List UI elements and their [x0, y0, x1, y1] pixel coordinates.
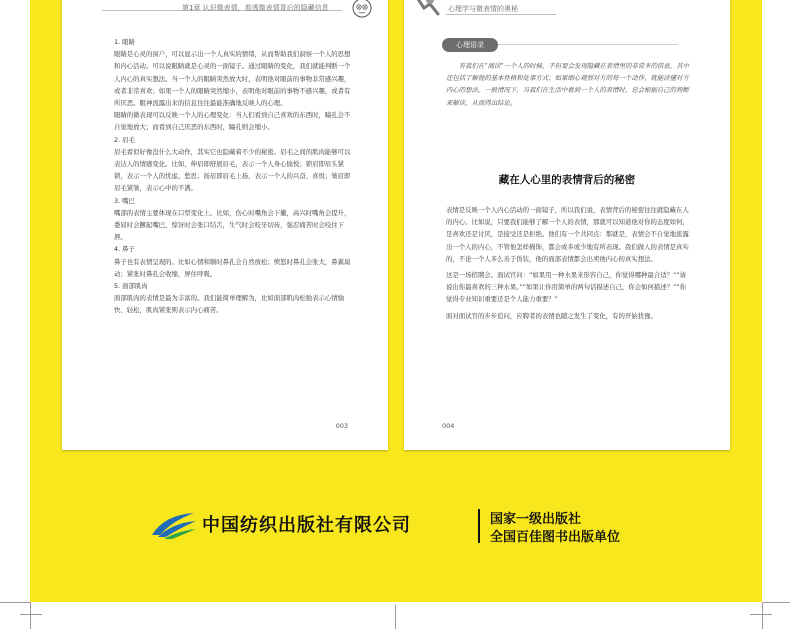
page-number: 004: [442, 422, 455, 430]
publisher-tagline-2: 全国百佳图书出版单位: [490, 530, 621, 545]
page-number: 003: [335, 422, 348, 430]
hand-icon: [412, 0, 442, 18]
crop-mark: [762, 602, 763, 629]
face-icon: [350, 0, 374, 20]
right-page: [404, 0, 730, 450]
section-subheading: 2. 眉毛: [114, 135, 135, 144]
article-title: 藏在人心里的表情背后的秘密: [498, 174, 636, 186]
right-page-body: [446, 204, 690, 412]
crop-mark: [30, 602, 31, 629]
publisher-name: 中国纺织出版社有限公司: [202, 515, 411, 536]
crop-mark: [750, 614, 772, 615]
body-paragraph: 嘴部的表情主要体现在口型变化上。比如，伤心时嘴角会下撇，高兴时嘴角会提升，委屈时会撅起嘴巴，惊讶时会张口结舌，生气时会咬牙切齿，强忍痛苦时会咬住下唇。: [114, 208, 351, 242]
body-paragraph: 这是一场招聘会。面试官问：“如果用一种水果来形容自己，你觉得哪种最合适？”“请说出你最喜欢的三种水果。”“如果让你用简单的两句话描述自己，你会如何描述？”“你觉得专业知识重要还是个人能力重要？”: [446, 271, 687, 304]
right-page-header: 心理学与微表情的奥秘: [448, 5, 518, 13]
section-subheading: 4. 鼻子: [114, 245, 135, 254]
body-paragraph: 眉毛看似好像没什么大动作，其实它也隐藏着不少的秘密。眉毛之间的肌肉能够可以表达人的情感变化。比如，伸眉即舒展眉毛，表示一个人身心愉悦；锁眉即眉头紧锁，表示一个人的忧虑、愁思；扬眉即眉毛上扬，表示一个人的兴奋、喜悦；皱眉即眉毛紧皱，表示心中的不满。: [114, 147, 351, 193]
quote-text: 有我们在“阅读”一个人的时候，不但要会发现隐藏在表情里的非常多的信息，其中还包括了解他的基本性格和处事方式；如果细心观察对方的每一个动作，就能读懂对方内心的想法。一般情况下，当我们在生活中看到一个人的表情时，总会根据自己的判断来解读，从而得出结论。: [446, 62, 690, 107]
body-paragraph: 眼睛是心灵的窗户，可以显示出一个人真实的情绪，从而帮助我们洞察一个人的思想和内心活动。可以说眼睛就是心灵的一面镜子。通过眼睛的变化，我们就能判断一个人内心的真实想法。当一个人的眼睛突然放大时，表明他对眼前的事物非常感兴趣，或者非常喜欢；如果一个人的眼睛突然缩小，表明他对眼前的事物不感兴趣，或者有所厌恶。眼神流露出来的信息往往最能准确地反映人的心理。: [114, 50, 351, 108]
crop-mark: [20, 614, 42, 615]
publisher-tagline-1: 国家一级出版社: [490, 512, 582, 527]
section-subheading: 1. 眼睛: [114, 38, 135, 46]
quote-badge: 心理语录: [442, 38, 498, 52]
publisher-footer: [150, 505, 650, 545]
crop-mark: [763, 602, 790, 603]
left-page: [62, 0, 388, 450]
body-paragraph: 表情是反映一个人内心活动的一面镜子，所以我们说，表情背后的秘密往往就隐藏在人的内心。比如说，只要我们能够了解一个人的表情，那就可以知道他对你的态度如何，是喜欢还是讨厌，是接受还是拒绝。他们有一个共同点：那就是，表情会不自觉地流露出一个人的内心，不管他怎样掩饰，都会或多或少地有所表现。我们做人的表情是真实的，不论一个人多么善于伪装，他的面部表情都会出卖他内心的真实想法。: [446, 206, 689, 263]
header-rule: [446, 14, 556, 15]
body-paragraph: 鼻子也有表情呈现的。比如心情和顺时鼻孔会自然放松；愤怒时鼻孔会张大，鼻翼扇动；紧张时鼻孔会收缩，屏住呼吸。: [114, 257, 351, 278]
body-paragraph: 面对面试官的步步追问，应聘者的表情也随之发生了变化，有的开始犹豫。: [446, 311, 657, 320]
left-page-body: [114, 36, 354, 431]
crop-mark: [0, 602, 30, 603]
left-page-header: 第1章 认识微表情，看透微表情背后的隐藏信息: [182, 4, 329, 12]
footer-divider: [478, 509, 480, 543]
crop-mark: [395, 605, 396, 629]
section-subheading: 5. 面部肌肉: [114, 282, 148, 291]
body-paragraph: 眼睛的微表现可以反映一个人的心理变化：当人们看到自己喜欢的东西时，瞳孔会不自觉地放大；而看到自己厌恶的东西时，瞳孔则会缩小。: [114, 111, 351, 132]
publisher-logo-icon: [150, 509, 198, 541]
badge-rule: [498, 44, 678, 45]
body-paragraph: 面部肌肉的表情是最为丰富的。我们能简单理解为，比如面部肌肉松弛表示心情愉快、轻松，肌肉紧张则表示内心痛苦。: [114, 294, 345, 315]
section-subheading: 3. 嘴巴: [114, 196, 135, 205]
